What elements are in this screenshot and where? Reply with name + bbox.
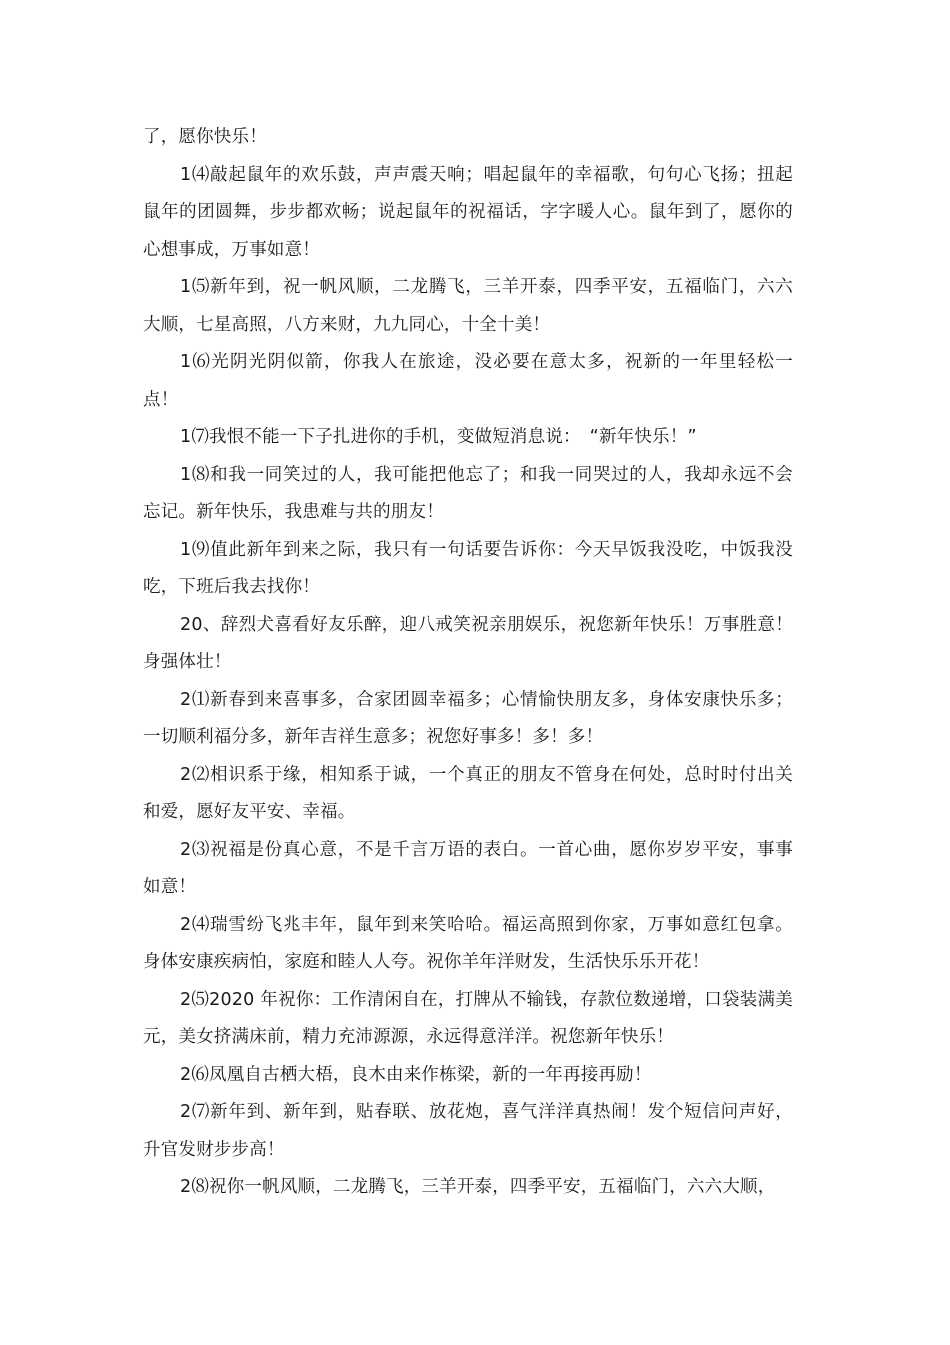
paragraph: 2⑺新年到、新年到，贴春联、放花炮，喜气洋洋真热闹！发个短信问声好，升官发财步步高！ [143,1102,793,1160]
paragraph: 2⑷瑞雪纷飞兆丰年，鼠年到来笑哈哈。福运高照到你家，万事如意红包拿。身体安康疾病怕，家庭和睦人人夸。祝你羊年洋财发，生活快乐乐开花！ [143,914,793,972]
paragraph: 1⑷敲起鼠年的欢乐鼓，声声震天响；唱起鼠年的幸福歌，句句心飞扬；扭起鼠年的团圆舞，步步都欢畅；说起鼠年的祝福话，字字暖人心。鼠年到了，愿你的心想事成，万事如意！ [143,164,793,260]
paragraph-continuation: 了，愿你快乐！ [143,127,267,147]
paragraph: 1⑹光阴光阴似箭，你我人在旅途，没必要在意太多，祝新的一年里轻松一点！ [143,352,793,410]
paragraph: 1⑻和我一同笑过的人，我可能把他忘了；和我一同哭过的人，我却永远不会忘记。新年快乐，我患难与共的朋友！ [143,464,793,522]
paragraph: 1⑼值此新年到来之际，我只有一句话要告诉你：今天早饭我没吃，中饭我没吃，下班后我去找你！ [143,539,793,597]
paragraph: 1⑸新年到，祝一帆风顺，二龙腾飞，三羊开泰，四季平安，五福临门，六六大顺，七星高照，八方来财，九九同心，十全十美！ [143,277,793,335]
document-body [143,119,793,1207]
paragraph: 2⑶祝福是份真心意，不是千言万语的表白。一首心曲，愿你岁岁平安，事事如意！ [143,839,793,897]
paragraph: 2⑹凤凰自古栖大梧，良木由来作栋梁，新的一年再接再励！ [180,1064,652,1085]
paragraph: 2⑵相识系于缘，相知系于诚，一个真正的朋友不管身在何处，总时时付出关和爱，愿好友平安、幸福。 [143,764,793,822]
paragraph: 2⑴新春到来喜事多，合家团圆幸福多；心情愉快朋友多，身体安康快乐多；一切顺利福分多，新年吉祥生意多；祝您好事多！多！多！ [143,689,793,747]
paragraph: 20、辞烈犬喜看好友乐醉，迎八戒笑祝亲朋娱乐，祝您新年快乐！万事胜意！身强体壮！ [143,614,793,672]
paragraph: 2⑸2020 年祝你：工作清闲自在，打牌从不输钱，存款位数递增，口袋装满美元，美女挤满床前，精力充沛源源，永远得意洋洋。祝您新年快乐！ [143,989,793,1047]
paragraph: 1⑺我恨不能一下子扎进你的手机，变做短消息说： “新年快乐！” [180,427,697,447]
paragraph: 2⑻祝你一帆风顺，二龙腾飞，三羊开泰，四季平安，五福临门，六六大顺， [180,1177,776,1197]
